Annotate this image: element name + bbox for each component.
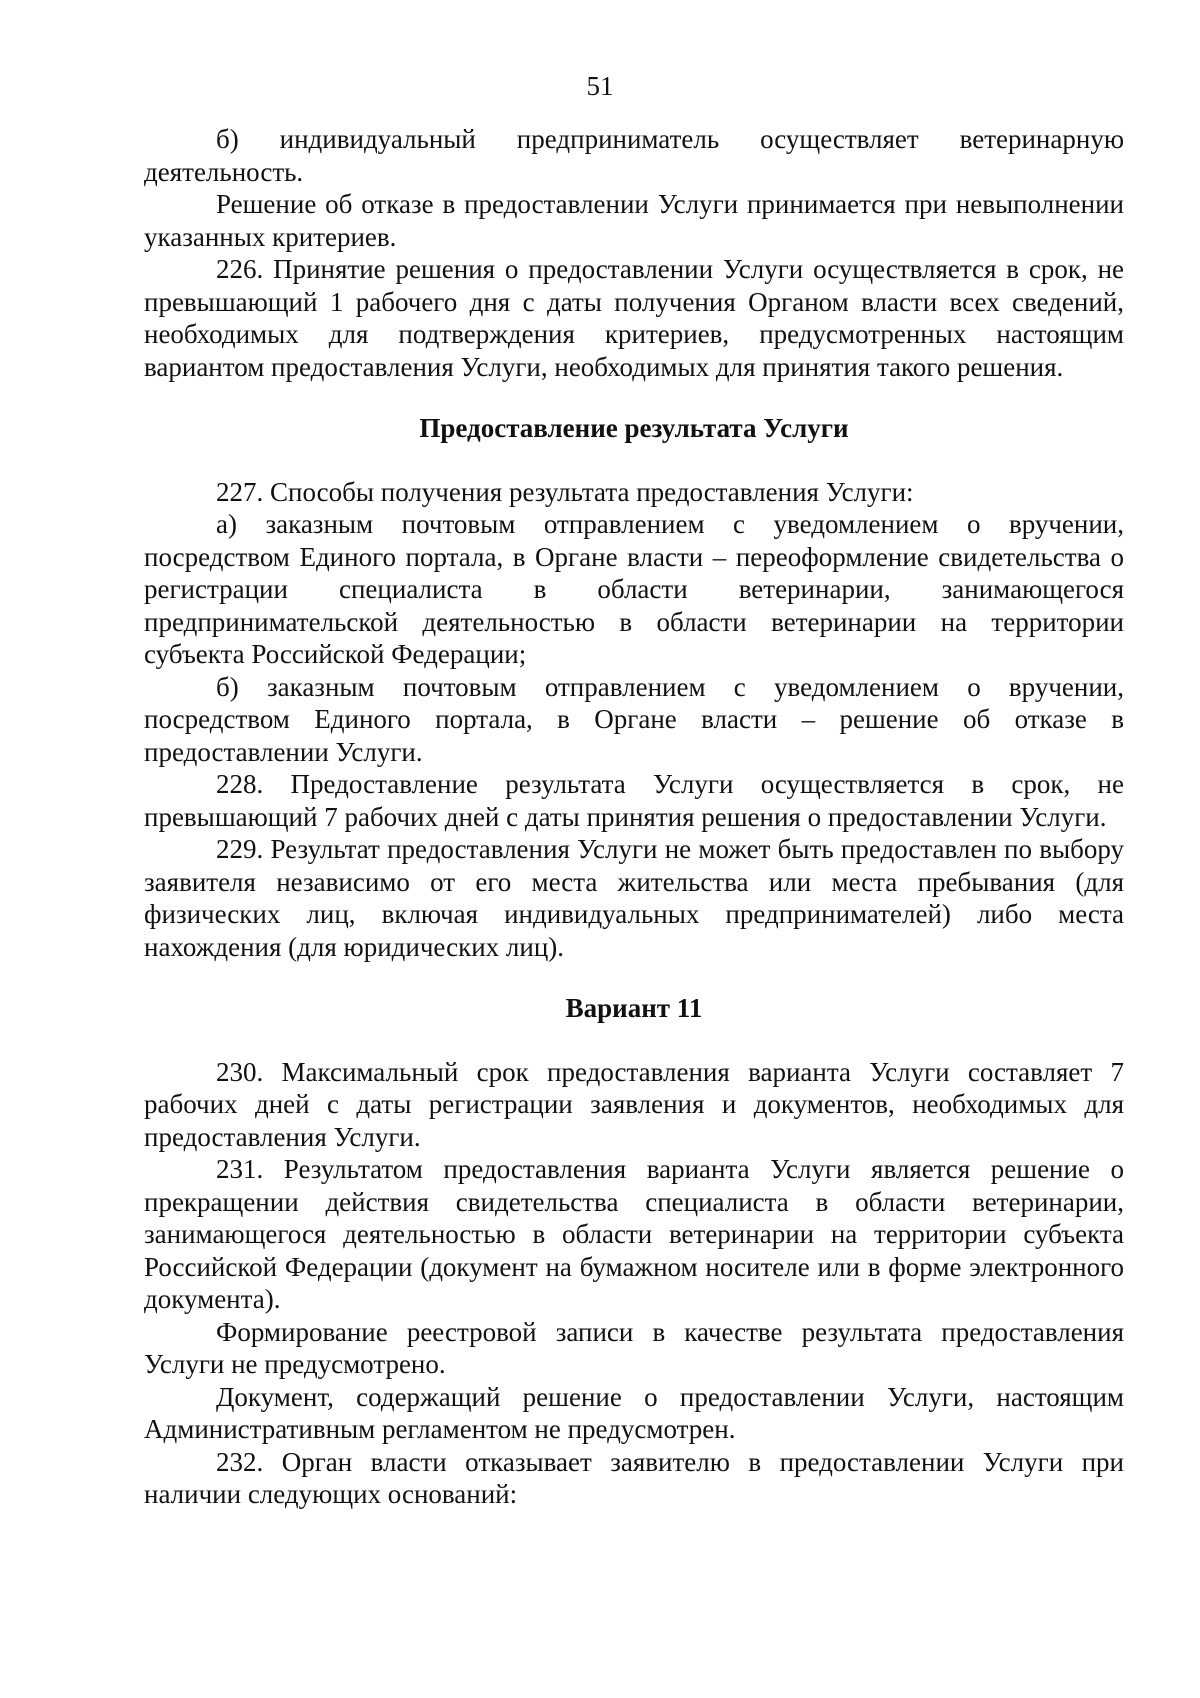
page-number: 51	[586, 71, 614, 101]
paragraph-227-a: а) заказным почтовым отправлением с уведомлением о вручении, посредством Единого портала, в Органе власти – переоформление свидетельства о регистрации специалиста в области ветеринарии, занимающегося предпринимательской деятельностью в области ветеринарии на территории субъекта Российской Федерации;	[144, 509, 1124, 669]
paragraph-227: 227. Способы получения результата предоставления Услуги:	[216, 476, 914, 507]
paragraph-registry-record: Формирование реестровой записи в качестве результата предоставления Услуги не предусмотрено.	[144, 1316, 1124, 1379]
section-heading-result: Предоставление результата Услуги	[419, 413, 849, 443]
paragraph-226: 226. Принятие решения о предоставлении Услуги осуществляется в срок, не превышающий 1 рабочего дня с даты получения Органом власти всех сведений, необходимых для подтверждения критериев, предусмотренных настоящим вариантом предоставления Услуги, необходимых для принятия такого решения.	[144, 254, 1124, 382]
paragraph-231: 231. Результатом предоставления варианта Услуги является решение о прекращении действия свидетельства специалиста в области ветеринарии, занимающегося деятельностью в области ветеринарии на территории субъекта Российской Федерации (документ на бумажном носителе или в форме электронного документа).	[144, 1154, 1124, 1314]
paragraph-229: 229. Результат предоставления Услуги не может быть предоставлен по выбору заявителя независимо от его места жительства или места пребывания (для физических лиц, включая индивидуальных предпринимателей) либо места нахождения (для юридических лиц).	[144, 834, 1124, 962]
paragraph-b-entrepreneur: б) индивидуальный предприниматель осуществляет ветеринарную деятельность.	[144, 124, 1124, 187]
paragraph-refusal-decision: Решение об отказе в предоставлении Услуги принимается при невыполнении указанных критериев.	[144, 189, 1124, 252]
paragraph-232: 232. Орган власти отказывает заявителю в предоставлении Услуги при наличии следующих оснований:	[144, 1446, 1124, 1509]
section-heading-variant-11: Вариант 11	[565, 993, 703, 1023]
document-body	[144, 123, 1124, 1511]
paragraph-document-decision: Документ, содержащий решение о предоставлении Услуги, настоящим Административным регламентом не предусмотрен.	[144, 1381, 1124, 1444]
paragraph-228: 228. Предоставление результата Услуги осуществляется в срок, не превышающий 7 рабочих дней с даты принятия решения о предоставлении Услуги.	[144, 769, 1124, 832]
paragraph-230: 230. Максимальный срок предоставления варианта Услуги составляет 7 рабочих дней с даты регистрации заявления и документов, необходимых для предоставления Услуги.	[144, 1056, 1124, 1152]
paragraph-227-b: б) заказным почтовым отправлением с уведомлением о вручении, посредством Единого портала, в Органе власти – решение об отказе в предоставлении Услуги.	[144, 671, 1124, 767]
